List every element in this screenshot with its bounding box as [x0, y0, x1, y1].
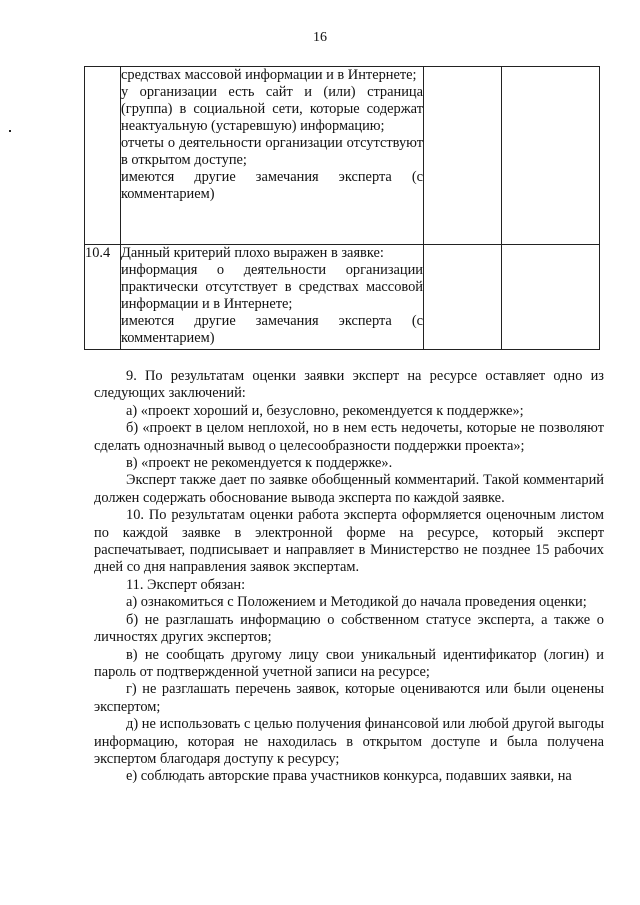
criteria-line: информация о деятельности организации практически отсутствует в средствах массовой информации и в Интернете;: [121, 262, 423, 312]
score-cell: [424, 245, 502, 350]
paragraph: в) не сообщать другому лицу свои уникальный идентификатор (логин) и пароль от подтвержденной учетной записи на ресурсе;: [94, 646, 604, 680]
comment-cell: [502, 245, 600, 350]
criteria-line: имеются другие замечания эксперта (с комментарием): [121, 169, 423, 202]
document-body: [94, 368, 604, 786]
paragraph: в) «проект не рекомендуется к поддержке».: [126, 455, 393, 472]
criteria-line: отчеты о деятельности организации отсутствуют в открытом доступе;: [121, 135, 423, 168]
row-criteria-text: [121, 67, 424, 245]
score-cell: [424, 67, 502, 245]
paragraph: Эксперт также дает по заявке обобщенный комментарий. Такой комментарий должен содержать обоснование вывода эксперта по каждой заявке.: [94, 472, 604, 506]
paragraph: 9. По результатам оценки заявки эксперт на ресурсе оставляет одно из следующих заключений:: [94, 368, 604, 402]
row-criteria-text: [121, 245, 424, 350]
table-row: [85, 245, 600, 350]
page-number: 16: [313, 30, 327, 45]
paragraph: б) «проект в целом неплохой, но в нем есть недочеты, которые не позволяют сделать однозначный вывод о целесообразности поддержки проекта»;: [94, 420, 604, 454]
paragraph: а) «проект хороший и, безусловно, рекомендуется к поддержке»;: [126, 402, 524, 419]
criteria-line: Данный критерий плохо выражен в заявке:: [121, 245, 384, 261]
comment-cell: [502, 67, 600, 245]
table-row: [85, 67, 600, 245]
paragraph: г) не разглашать перечень заявок, которые оцениваются или были оценены экспертом;: [94, 681, 604, 715]
paragraph: 10. По результатам оценки работа эксперта оформляется оценочным листом по каждой заявке в электронной форме на ресурсе, который эксперт распечатывает, подписывает и направляет в Министерство не позднее 15 рабочих дней со дня направления заявок экспертам.: [94, 507, 604, 576]
paragraph: а) ознакомиться с Положением и Методикой до начала проведения оценки;: [126, 594, 587, 611]
paragraph: б) не разглашать информацию о собственном статусе эксперта, а также о личностях других экспертов;: [94, 611, 604, 646]
criteria-line: у организации есть сайт и (или) страница (группа) в социальной сети, которые содержат неактуальную (устаревшую) информацию;: [121, 84, 423, 134]
paragraph: е) соблюдать авторские права участников конкурса, подавших заявки, на: [126, 768, 572, 785]
criteria-table: [84, 66, 600, 350]
margin-dot: [9, 130, 11, 132]
row-number: 10.4: [85, 245, 121, 350]
paragraph: 11. Эксперт обязан:: [126, 576, 246, 593]
row-number: [85, 67, 121, 245]
criteria-line: средствах массовой информации и в Интернете;: [121, 67, 417, 83]
criteria-line: имеются другие замечания эксперта (с комментарием): [121, 313, 423, 346]
paragraph: д) не использовать с целью получения финансовой или любой другой выгоды информацию, которая не находилась в открытом доступе и была получена экспертом благодаря доступу к ресурсу;: [94, 716, 604, 767]
